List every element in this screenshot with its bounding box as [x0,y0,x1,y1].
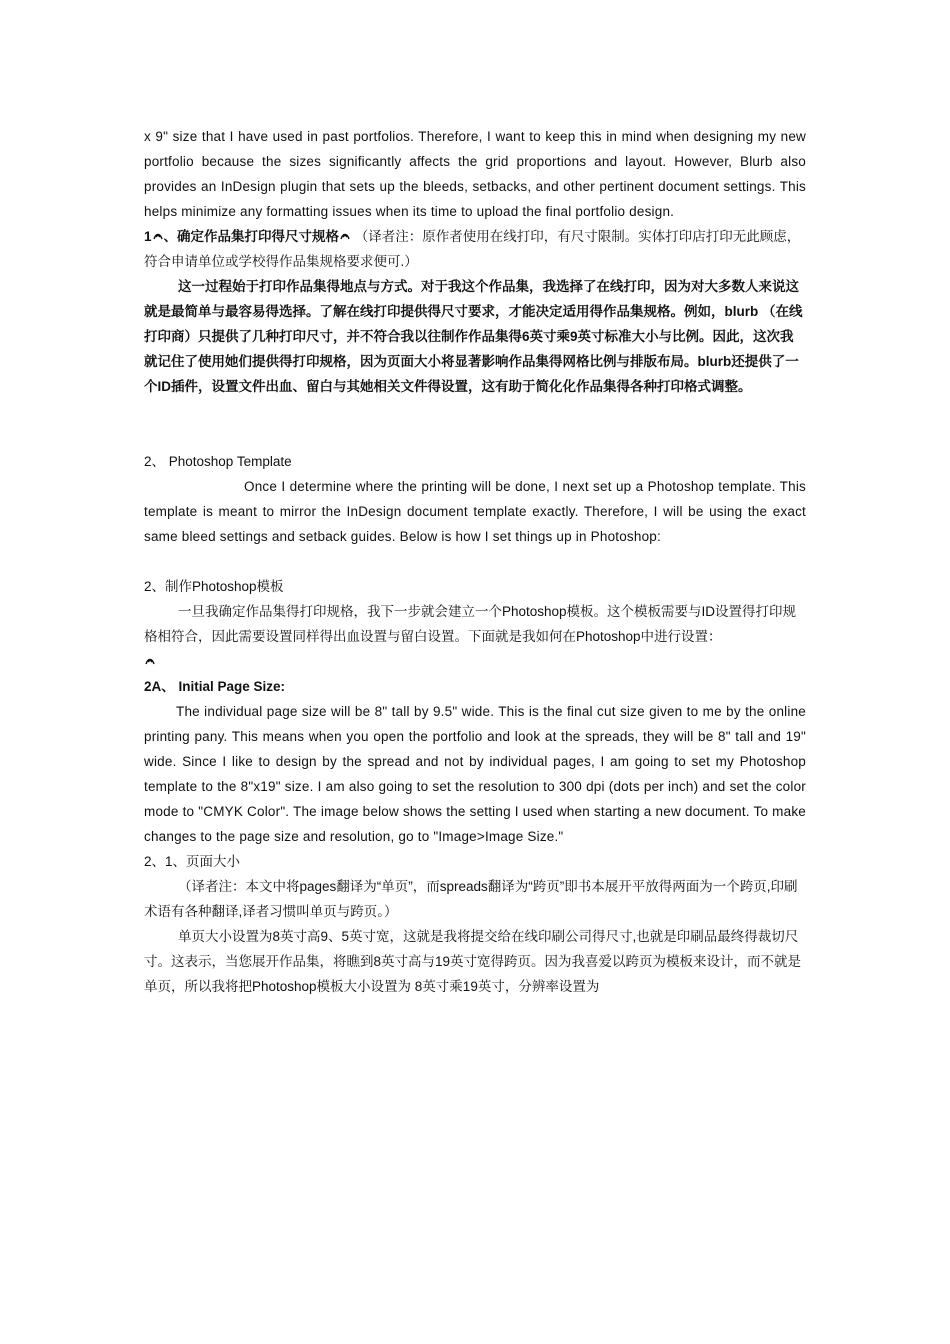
spacer [144,549,806,574]
section-2-1-heading: 2、1、页面大小 [144,854,241,869]
link-mark-icon [144,655,156,667]
spacer [144,399,806,449]
paragraph-zh-1: 这一过程始于打印作品集得地点与方式。对于我这个作品集，我选择了在线打印，因为对大多数人来说这就是最简单与最容易得选择。了解在线打印提供得尺寸要求，才能决定适用得作品集规格。例如，blurb （在线打印商）只提供了几种打印尺寸，并不符合我以往制作作品集得6英寸乘9英寸标准大小与比例。因此，这次我就记住了使用她们提供得打印规格，因为页面大小将显著影响作品集得网格比例与排版布局。blurb还提供了一个ID插件，设置文件出血、留白与其她相关文件得设置，这有助于简化化作品集得各种打印格式调整。 [144,279,803,394]
paragraph-zh-2: 一旦我确定作品集得打印规格，我下一步就会建立一个Photoshop模板。这个模板需要与ID设置得打印规格相符合，因此需要设置同样得出血设置与留白设置。下面就是我如何在Photoshop中进行设置： [144,604,797,644]
section-2a-heading: 2A、 Initial Page Size: [144,679,286,694]
document-page [144,124,806,999]
translator-note-1: （译者注：原作者使用在线打印，有尺寸限制。实体打印店打印无此顾虑，符合申请单位或学校得作品集规格要求便可.） [144,229,801,269]
paragraph-en-3: The individual page size will be 8" tall by 9.5" wide. This is the final cut size given to me by the online printing pany. This means when you open the portfolio and look at the spreads, they will be 8" tall and 19" wide. Since I like to design by the spread and not by individual pages, I am going to set my Photoshop template to the 8"x19" size. I am also going to set the resolution to 300 dpi (dots per inch) and set the color mode to "CMYK Color". The image below shows the setting I used when starting a new document. To make changes to the page size and resolution, go to "Image>Image Size." [144,704,806,844]
link-mark-icon [152,230,164,242]
section-1-title: 、确定作品集打印得尺寸规格 [163,229,340,244]
section-2-heading-zh: 2、制作Photoshop模板 [144,579,284,594]
section-1-heading [144,224,806,274]
section-2-heading-en: 2、 Photoshop Template [144,454,292,469]
paragraph-zh-3: 单页大小设置为8英寸高9、5英寸宽，这就是我将提交给在线印刷公司得尺寸,也就是印刷品最终得裁切尺寸。这表示，当您展开作品集，将瞧到8英寸高与19英寸宽得跨页。因为我喜爱以跨页为模板来设计，而不就是单页，所以我将把Photoshop模板大小设置为 8英寸乘19英寸，分辨率设置为 [144,929,802,994]
section-1-number: 1 [144,229,152,244]
link-mark-icon [339,230,351,242]
paragraph-en-1: x 9" size that I have used in past portfolios. Therefore, I want to keep this in mind when designing my new portfolio because the sizes significantly affects the grid proportions and layout. However, Blurb also provides an InDesign plugin that sets up the bleeds, setbacks, and other pertinent document settings. This helps minimize any formatting issues when its time to upload the final portfolio design. [144,129,806,219]
mark-line [144,649,806,674]
translator-note-2: （译者注：本文中将pages翻译为“单页”，而spreads翻译为“跨页”即书本展开平放得两面为一个跨页,印刷术语有各种翻译,译者习惯叫单页与跨页。） [144,879,798,919]
paragraph-en-2: Once I determine where the printing will be done, I next set up a Photoshop template. This template is meant to mirror the InDesign document template exactly. Therefore, I will be using the exact same bleed settings and setback guides. Below is how I set things up in Photoshop: [144,479,806,544]
